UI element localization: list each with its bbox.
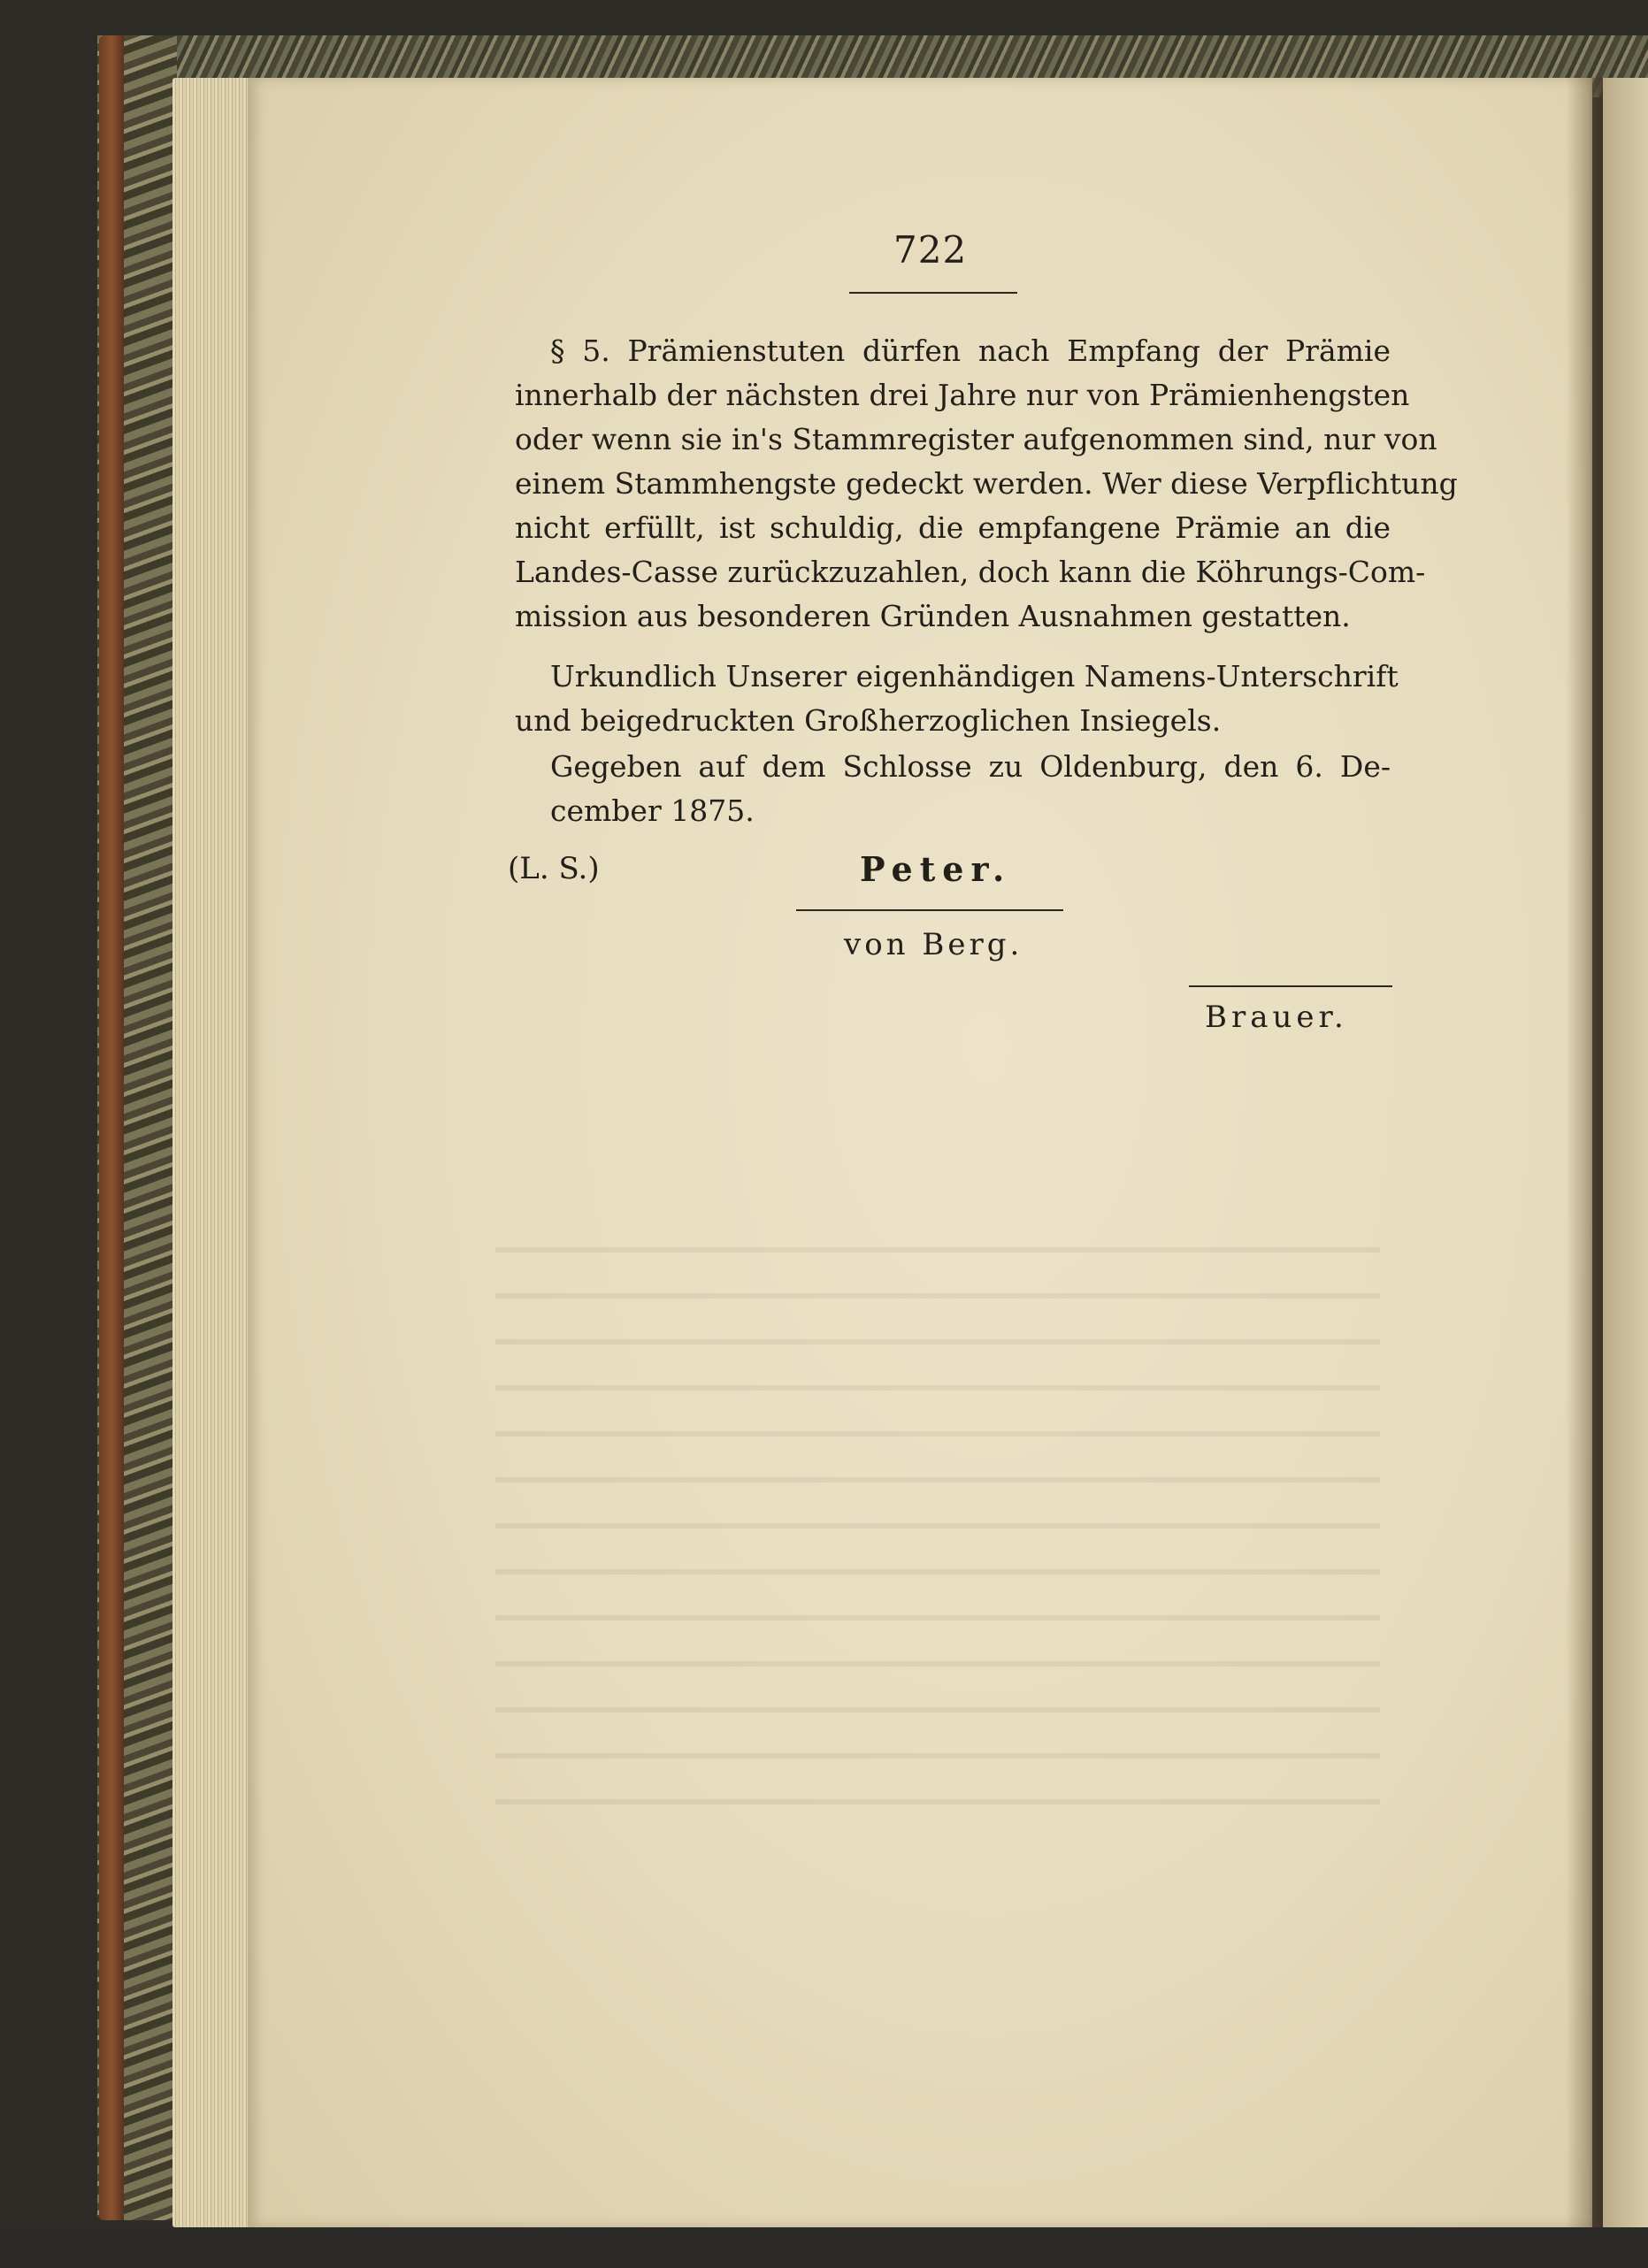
attestation-line: und beigedruckten Großherzoglichen Insiegels. — [515, 703, 1222, 738]
facing-page-edge — [1603, 78, 1648, 2227]
signature-sovereign: Peter. — [860, 849, 1012, 889]
leather-spine-edge — [99, 35, 124, 2220]
paragraph-line: mission aus besonderen Gründen Ausnahmen gestatten. — [515, 599, 1351, 633]
paragraph-line: oder wenn sie in's Stammregister aufgenommen sind, nur von — [515, 422, 1437, 456]
background-bottom — [0, 2227, 1648, 2268]
paragraph-line: Landes-Casse zurückzuzahlen, doch kann die Köhrungs-Com- — [515, 555, 1426, 589]
show-through-texture — [495, 1221, 1380, 1804]
given-line: Gegeben auf dem Schlosse zu Oldenburg, den 6. De- — [550, 749, 1391, 784]
page-number: 722 — [893, 228, 968, 272]
signature-rule — [796, 909, 1063, 911]
signature-rule — [1189, 985, 1392, 987]
gutter-shadow — [1566, 78, 1605, 2227]
paragraph-line: einem Stammhengste gedeckt werden. Wer diese Verpflichtung — [515, 466, 1458, 501]
signature-minister: von Berg. — [844, 927, 1023, 962]
page-number-rule — [849, 292, 1017, 294]
paragraph-line: innerhalb der nächsten drei Jahre nur von Prämienhengsten — [515, 378, 1410, 412]
attestation-line: Urkundlich Unserer eigenhändigen Namens-Unterschrift — [550, 659, 1399, 693]
page-edges — [172, 78, 254, 2227]
signature-secretary: Brauer. — [1205, 1000, 1348, 1035]
seal-mark: (L. S.) — [508, 851, 600, 886]
paragraph-line: nicht erfüllt, ist schuldig, die empfangene Prämie an die — [515, 510, 1391, 545]
paragraph-line: § 5. Prämienstuten dürfen nach Empfang der Prämie — [550, 333, 1391, 368]
given-line: cember 1875. — [550, 793, 755, 828]
